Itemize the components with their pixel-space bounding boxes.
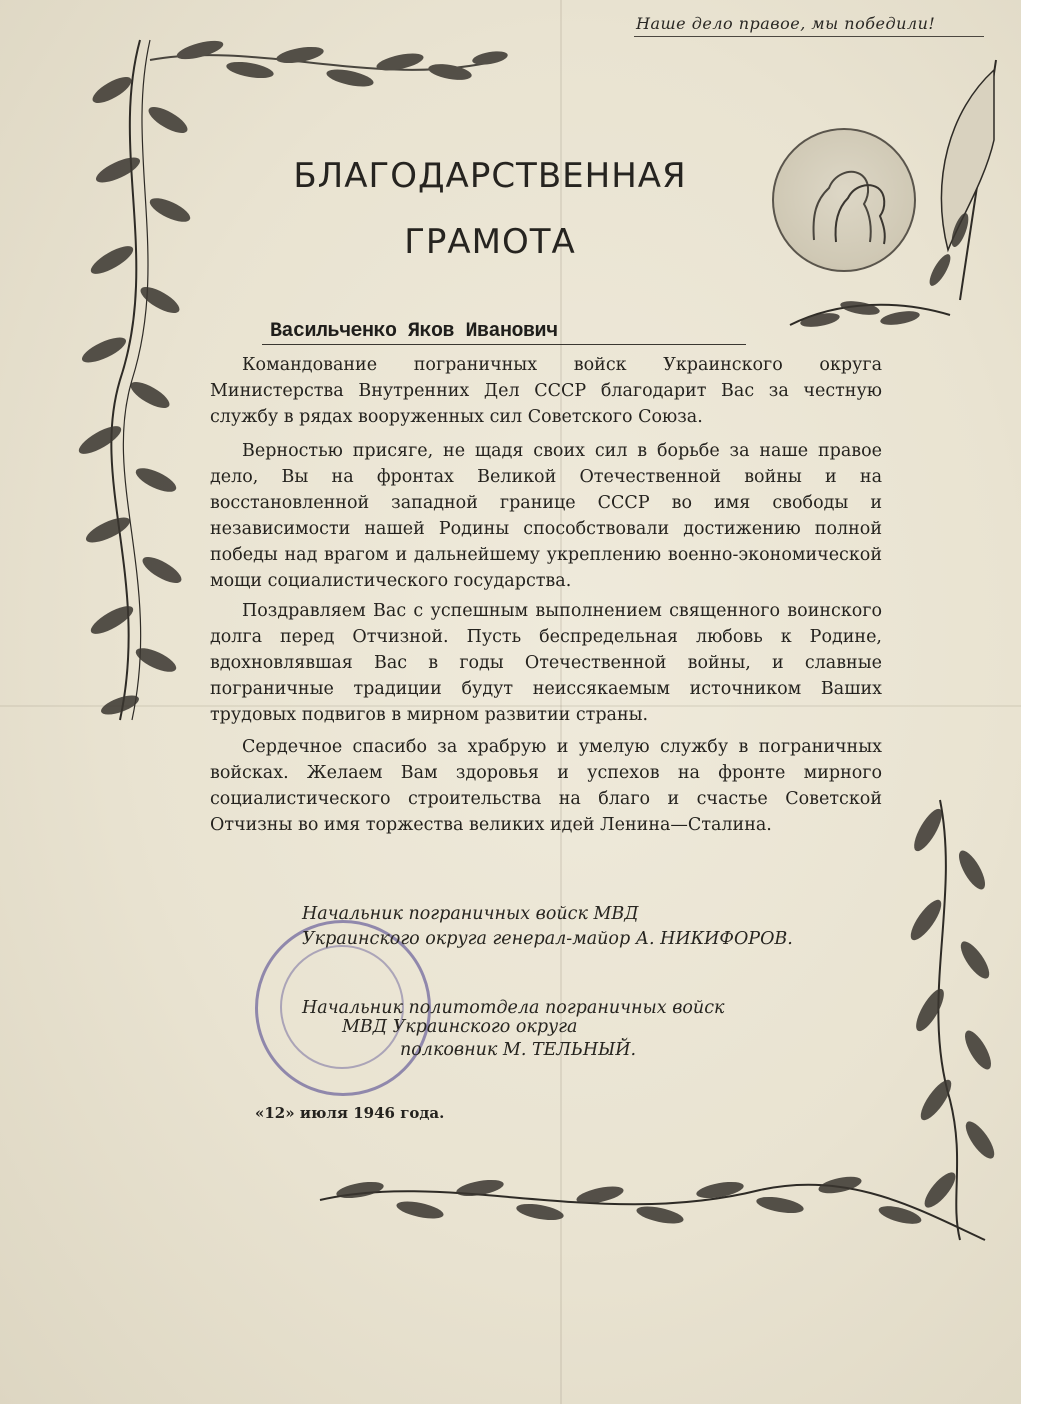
top-laurel-garland xyxy=(150,37,509,90)
portrait-medallion xyxy=(772,128,916,272)
paragraph-4 xyxy=(210,734,882,838)
paragraph-4-text: Сердечное спасибо за храбрую и умелую службу в пограничных войсках. Желаем Вам здоровья и успехов на фронте мирного социалистического строительства на благо и счастье Советской Отчизны во имя торжества великих идей Ленина—Сталина. xyxy=(210,737,882,835)
motto-text: Наше дело правое, мы победили! xyxy=(636,14,936,33)
signature-1-name: Украинского округа генерал-майор А. НИКИФОРОВ. xyxy=(302,929,793,949)
scan-margin-right xyxy=(1021,0,1043,1418)
scan-margin-bottom xyxy=(0,1404,1043,1418)
paragraph-2-text: Верностью присяге, не щадя своих сил в борьбе за наше правое дело, Вы на фронтах Великой Отечественной войны и на восстановленной западной границе СССР во имя свободы и независимости нашей Родины способствовали достижению полной победы над врагом и дальнейшему укреплению военно-экономической мощи социалистического государства. xyxy=(210,441,882,591)
right-laurel-garland xyxy=(906,800,999,1240)
signature-1-title: Начальник пограничных войск МВД xyxy=(302,904,639,924)
paragraph-1 xyxy=(210,352,882,430)
certificate-title-line2: ГРАМОТА xyxy=(404,222,576,262)
paragraph-2 xyxy=(210,438,882,594)
paragraph-3 xyxy=(210,598,882,728)
signature-2-district: МВД Украинского округа xyxy=(342,1017,578,1037)
issue-date: «12» июля 1946 года. xyxy=(255,1104,445,1122)
recipient-underline xyxy=(262,344,746,345)
motto-underline xyxy=(634,36,984,37)
portrait-profiles-icon xyxy=(774,130,914,270)
bottom-laurel-garland xyxy=(320,1174,985,1240)
paragraph-1-text: Командование пограничных войск Украинского округа Министерства Внутренних Дел СССР благодарит Вас за честную службу в рядах вооруженных сил Советского Союза. xyxy=(210,355,882,427)
paragraph-3-text: Поздравляем Вас с успешным выполнением священного воинского долга перед Отчизной. Пусть беспредельная любовь к Родине, вдохновлявшая Вас в годы Отечественной войны, и славные пограничные традиции будут неиссякаемым источником Ваших трудовых подвигов в мирном развитии страны. xyxy=(210,601,882,725)
certificate-title-line1: БЛАГОДАРСТВЕННАЯ xyxy=(293,156,687,196)
signature-2-title: Начальник политотдела пограничных войск xyxy=(302,998,725,1018)
recipient-name: Васильченко Яков Иванович xyxy=(270,320,558,343)
signature-2-name: полковник М. ТЕЛЬНЫЙ. xyxy=(400,1040,637,1060)
